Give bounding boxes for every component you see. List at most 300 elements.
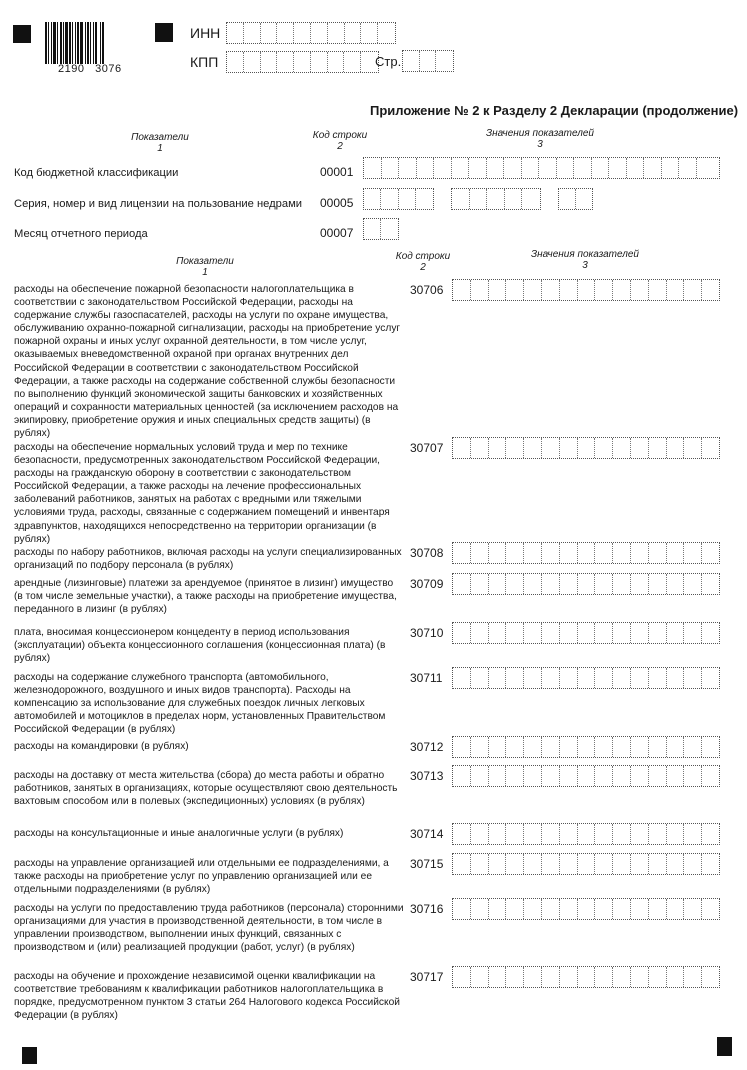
digit-cell[interactable] (578, 766, 596, 786)
digit-cell[interactable] (631, 899, 649, 919)
row-description: расходы на командировки (в рублях) (14, 741, 189, 752)
digit-cell[interactable] (453, 766, 471, 786)
digit-cell[interactable] (684, 280, 702, 300)
digit-cell[interactable] (631, 668, 649, 688)
digit-cell[interactable] (506, 854, 524, 874)
digit-cell[interactable] (702, 438, 719, 458)
col-num: 3 (582, 260, 588, 271)
row-value-field[interactable] (452, 279, 720, 301)
digit-cell[interactable] (649, 623, 667, 643)
digit-cell[interactable] (542, 967, 560, 987)
digit-cell[interactable] (453, 824, 471, 844)
barcode-bar (104, 22, 105, 64)
digit-cell[interactable] (684, 574, 702, 594)
col-name: Код строки (395, 251, 451, 262)
digit-cell[interactable] (261, 52, 278, 72)
top-row-value-field[interactable] (363, 157, 720, 179)
digit-cell[interactable] (560, 899, 578, 919)
digit-cell[interactable] (702, 737, 719, 757)
row-code: 30710 (410, 626, 444, 640)
digit-cell[interactable] (560, 737, 578, 757)
top-row-value-field[interactable] (451, 188, 540, 210)
digit-cell[interactable] (613, 280, 631, 300)
digit-cell[interactable] (684, 824, 702, 844)
digit-cell[interactable] (471, 438, 489, 458)
top-col-header-values (470, 128, 610, 150)
digit-cell[interactable] (489, 668, 507, 688)
digit-cell[interactable] (453, 899, 471, 919)
digit-cell[interactable] (631, 824, 649, 844)
digit-cell[interactable] (649, 967, 667, 987)
digit-cell[interactable] (578, 574, 596, 594)
digit-cell[interactable] (524, 280, 542, 300)
digit-cell[interactable] (613, 438, 631, 458)
digit-cell[interactable] (453, 543, 471, 563)
digit-cell[interactable] (613, 766, 631, 786)
digit-cell[interactable] (595, 737, 613, 757)
digit-cell[interactable] (471, 280, 489, 300)
registration-marker-top-left (13, 25, 31, 43)
digit-cell[interactable] (506, 574, 524, 594)
digit-cell[interactable] (578, 854, 596, 874)
digit-cell[interactable] (345, 23, 362, 43)
digit-cell[interactable] (684, 967, 702, 987)
digit-cell[interactable] (684, 899, 702, 919)
digit-cell[interactable] (539, 158, 557, 178)
row-value-field[interactable] (452, 542, 720, 564)
digit-cell[interactable] (227, 23, 244, 43)
digit-cell[interactable] (378, 23, 395, 43)
digit-cell[interactable] (702, 574, 719, 594)
digit-cell[interactable] (595, 824, 613, 844)
digit-cell[interactable] (560, 623, 578, 643)
row-code: 30712 (410, 740, 444, 754)
digit-cell[interactable] (489, 574, 507, 594)
digit-cell[interactable] (578, 899, 596, 919)
digit-cell[interactable] (469, 158, 487, 178)
digit-cell[interactable] (434, 158, 452, 178)
row-description: расходы на содержание служебного транспорта (автомобильного, железнодорожного, воздушного и иных видов транспорта). Расходы на компенсацию за использование для служебных поездок личных легковых автомобилей и мотоциклов в пределах норм, установленных Правительством Российской Федерации (в рублях) (14, 672, 386, 736)
digit-cell[interactable] (560, 438, 578, 458)
digit-cell[interactable] (684, 623, 702, 643)
digit-cell[interactable] (489, 854, 507, 874)
col-name: Значения показателей (485, 128, 594, 139)
digit-cell[interactable] (613, 967, 631, 987)
digit-cell[interactable] (631, 854, 649, 874)
col-num: 2 (420, 262, 426, 273)
main-col-header-code (383, 251, 463, 273)
digit-cell[interactable] (471, 623, 489, 643)
digit-cell[interactable] (403, 51, 420, 71)
digit-cell[interactable] (649, 280, 667, 300)
digit-cell[interactable] (667, 899, 685, 919)
digit-cell[interactable] (684, 668, 702, 688)
digit-cell[interactable] (506, 438, 524, 458)
col-num: 1 (157, 143, 163, 154)
row-value-field[interactable] (452, 966, 720, 988)
digit-cell[interactable] (578, 967, 596, 987)
digit-cell[interactable] (542, 766, 560, 786)
digit-cell[interactable] (489, 899, 507, 919)
digit-cell[interactable] (702, 668, 719, 688)
inn-label: ИНН (190, 25, 221, 41)
digit-cell[interactable] (684, 766, 702, 786)
digit-cell[interactable] (667, 438, 685, 458)
digit-cell[interactable] (613, 854, 631, 874)
digit-cell[interactable] (613, 824, 631, 844)
row-description: расходы на управление организацией или отдельными ее подразделениями, а также расходы на приобретение услуг по управлению организацией или ее отдельными подразделениями (в рублях) (14, 858, 389, 896)
digit-cell[interactable] (560, 967, 578, 987)
digit-cell[interactable] (649, 854, 667, 874)
row-code: 30709 (410, 577, 444, 591)
barcode-number: 2190 3076 (58, 63, 122, 75)
digit-cell[interactable] (649, 766, 667, 786)
digit-cell[interactable] (644, 158, 662, 178)
digit-cell[interactable] (471, 824, 489, 844)
digit-cell[interactable] (471, 543, 489, 563)
col-name: Значения показателей (530, 249, 639, 260)
digit-cell[interactable] (595, 543, 613, 563)
digit-cell[interactable] (649, 574, 667, 594)
digit-cell[interactable] (506, 899, 524, 919)
digit-cell[interactable] (613, 574, 631, 594)
row-description: расходы на обеспечение нормальных условий труда и мер по технике безопасности, предусмотренных законодательством Российской Федерации, расходы на гражданскую оборону в соответствии с законодательством Российской Федерации, а также расходы на лечение профессиональных заболеваний работников, занятых на работах с вредными или тяжелыми условиями труда, расходы, связанные с содержанием помещений и инвентаря здравпунктов, находящихся непосредственно на территории организации (в рублях) (14, 442, 390, 545)
row-value-field[interactable] (452, 823, 720, 845)
digit-cell[interactable] (578, 280, 596, 300)
digit-cell[interactable] (261, 23, 278, 43)
digit-cell[interactable] (361, 23, 378, 43)
digit-cell[interactable] (595, 854, 613, 874)
digit-cell[interactable] (524, 623, 542, 643)
top-row-value-field[interactable] (363, 188, 434, 210)
row-description: расходы на обучение и прохождение независимой оценки квалификации на соответствие требованиям к квалификации работников налогоплательщика в порядке, предусмотренном пунктом 3 статьи 264 Налогового кодекса Российской Федерации (в рублях) (14, 971, 400, 1022)
digit-cell[interactable] (613, 737, 631, 757)
digit-cell[interactable] (506, 280, 524, 300)
digit-cell[interactable] (662, 158, 680, 178)
digit-cell[interactable] (504, 158, 522, 178)
digit-cell[interactable] (595, 623, 613, 643)
digit-cell[interactable] (453, 854, 471, 874)
row-value-field[interactable] (452, 765, 720, 787)
digit-cell[interactable] (381, 189, 398, 209)
digit-cell[interactable] (524, 668, 542, 688)
digit-cell[interactable] (649, 438, 667, 458)
page-title: Приложение № 2 к Разделу 2 Декларации (продолжение) (370, 103, 739, 118)
digit-cell[interactable] (595, 766, 613, 786)
digit-cell[interactable] (489, 737, 507, 757)
digit-cell[interactable] (578, 737, 596, 757)
digit-cell[interactable] (578, 668, 596, 688)
digit-cell[interactable] (560, 766, 578, 786)
kpp-label: КПП (190, 54, 219, 70)
digit-cell[interactable] (542, 438, 560, 458)
digit-cell[interactable] (667, 668, 685, 688)
digit-cell[interactable] (595, 438, 613, 458)
digit-cell[interactable] (702, 543, 719, 563)
digit-cell[interactable] (667, 766, 685, 786)
digit-cell[interactable] (613, 543, 631, 563)
digit-cell[interactable] (489, 623, 507, 643)
digit-cell[interactable] (489, 967, 507, 987)
digit-cell[interactable] (453, 623, 471, 643)
digit-cell[interactable] (560, 824, 578, 844)
digit-cell[interactable] (294, 23, 311, 43)
digit-cell[interactable] (684, 737, 702, 757)
digit-cell[interactable] (328, 52, 345, 72)
kpp-field[interactable] (226, 51, 379, 73)
row-description: расходы на консультационные и иные аналогичные услуги (в рублях) (14, 828, 344, 839)
digit-cell[interactable] (667, 737, 685, 757)
digit-cell[interactable] (506, 824, 524, 844)
digit-cell[interactable] (560, 574, 578, 594)
digit-cell[interactable] (559, 189, 576, 209)
digit-cell[interactable] (487, 158, 505, 178)
digit-cell[interactable] (595, 574, 613, 594)
digit-cell[interactable] (364, 189, 381, 209)
col-num: 2 (337, 141, 343, 152)
digit-cell[interactable] (524, 574, 542, 594)
digit-cell[interactable] (277, 23, 294, 43)
digit-cell[interactable] (487, 189, 504, 209)
digit-cell[interactable] (344, 52, 361, 72)
digit-cell[interactable] (595, 899, 613, 919)
digit-cell[interactable] (667, 574, 685, 594)
digit-cell[interactable] (613, 668, 631, 688)
digit-cell[interactable] (702, 824, 719, 844)
col-name: Показатели (176, 256, 234, 267)
top-col-header-code (300, 130, 380, 152)
col-name: Показатели (131, 132, 189, 143)
digit-cell[interactable] (471, 899, 489, 919)
digit-cell[interactable] (452, 158, 470, 178)
row-value-field[interactable] (452, 437, 720, 459)
digit-cell[interactable] (489, 280, 507, 300)
row-code: 30716 (410, 902, 444, 916)
digit-cell[interactable] (382, 158, 400, 178)
digit-cell[interactable] (667, 543, 685, 563)
registration-marker-bottom-right (717, 1037, 732, 1056)
registration-marker-bottom-left (22, 1047, 37, 1064)
digit-cell[interactable] (364, 219, 381, 239)
digit-cell[interactable] (453, 438, 471, 458)
digit-cell[interactable] (697, 158, 715, 178)
digit-cell[interactable] (542, 280, 560, 300)
row-value-field[interactable] (452, 853, 720, 875)
digit-cell[interactable] (416, 189, 433, 209)
digit-cell[interactable] (489, 543, 507, 563)
row-description: расходы по набору работников, включая расходы на услуги специализированных организаций по подбору персонала (в рублях) (14, 547, 402, 572)
digit-cell[interactable] (613, 899, 631, 919)
digit-cell[interactable] (453, 280, 471, 300)
inn-field[interactable] (226, 22, 396, 44)
registration-marker-top-center (155, 23, 173, 42)
digit-cell[interactable] (667, 280, 685, 300)
digit-cell[interactable] (592, 158, 610, 178)
digit-cell[interactable] (489, 824, 507, 844)
digit-cell[interactable] (649, 668, 667, 688)
digit-cell[interactable] (649, 824, 667, 844)
digit-cell[interactable] (453, 668, 471, 688)
digit-cell[interactable] (684, 543, 702, 563)
main-col-header-values (515, 249, 655, 271)
digit-cell[interactable] (542, 854, 560, 874)
digit-cell[interactable] (311, 52, 328, 72)
digit-cell[interactable] (702, 766, 719, 786)
digit-cell[interactable] (631, 543, 649, 563)
digit-cell[interactable] (702, 967, 719, 987)
digit-cell[interactable] (524, 854, 542, 874)
digit-cell[interactable] (702, 280, 719, 300)
digit-cell[interactable] (631, 438, 649, 458)
digit-cell[interactable] (294, 52, 311, 72)
row-code: 30715 (410, 857, 444, 871)
col-name: Код строки (312, 130, 368, 141)
digit-cell[interactable] (506, 967, 524, 987)
digit-cell[interactable] (667, 623, 685, 643)
digit-cell[interactable] (631, 766, 649, 786)
digit-cell[interactable] (542, 543, 560, 563)
row-code: 30713 (410, 769, 444, 783)
digit-cell[interactable] (702, 854, 719, 874)
digit-cell[interactable] (576, 189, 593, 209)
digit-cell[interactable] (399, 158, 417, 178)
digit-cell[interactable] (471, 967, 489, 987)
digit-cell[interactable] (560, 854, 578, 874)
digit-cell[interactable] (574, 158, 592, 178)
digit-cell[interactable] (453, 737, 471, 757)
digit-cell[interactable] (522, 189, 539, 209)
digit-cell[interactable] (542, 574, 560, 594)
main-col-header-indicators (145, 256, 265, 278)
digit-cell[interactable] (702, 899, 719, 919)
digit-cell[interactable] (542, 623, 560, 643)
digit-cell[interactable] (470, 189, 487, 209)
row-code: 30706 (410, 283, 444, 297)
digit-cell[interactable] (524, 543, 542, 563)
digit-cell[interactable] (506, 623, 524, 643)
digit-cell[interactable] (277, 52, 294, 72)
top-row-code: 00001 (320, 165, 354, 179)
top-row-code: 00007 (320, 226, 354, 240)
digit-cell[interactable] (381, 219, 398, 239)
digit-cell[interactable] (524, 824, 542, 844)
row-value-field[interactable] (452, 622, 720, 644)
digit-cell[interactable] (560, 280, 578, 300)
digit-cell[interactable] (578, 543, 596, 563)
digit-cell[interactable] (627, 158, 645, 178)
digit-cell[interactable] (506, 766, 524, 786)
row-description: расходы на доставку от места жительства (сбора) до места работы и обратно работников, занятых в организациях, которые осуществляют свою деятельность вахтовым способом или в полевых (экспедиционных) условиях (в рублях) (14, 770, 398, 808)
page-number-field[interactable] (402, 50, 454, 72)
digit-cell[interactable] (560, 668, 578, 688)
digit-cell[interactable] (506, 668, 524, 688)
digit-cell[interactable] (417, 158, 435, 178)
digit-cell[interactable] (631, 967, 649, 987)
digit-cell[interactable] (524, 766, 542, 786)
digit-cell[interactable] (667, 967, 685, 987)
digit-cell[interactable] (420, 51, 437, 71)
digit-cell[interactable] (631, 280, 649, 300)
digit-cell[interactable] (684, 438, 702, 458)
row-description: плата, вносимая концессионером концеденту в период использования (эксплуатации) объекта концессионного соглашения (концессионная плата) (в рублях) (14, 627, 386, 665)
digit-cell[interactable] (631, 623, 649, 643)
digit-cell[interactable] (542, 668, 560, 688)
digit-cell[interactable] (244, 23, 261, 43)
digit-cell[interactable] (649, 899, 667, 919)
top-row-label: Серия, номер и вид лицензии на пользование недрами (14, 198, 303, 210)
digit-cell[interactable] (684, 854, 702, 874)
row-description: расходы на услуги по предоставлению труда работников (персонала) сторонними организациями для участия в производственной деятельности, в том числе в управлении производством, выполнении иных функций, связанных с производством и (или) реализацией продукции (работ, услуг) (в рублях) (14, 903, 404, 954)
digit-cell[interactable] (578, 438, 596, 458)
digit-cell[interactable] (522, 158, 540, 178)
digit-cell[interactable] (471, 574, 489, 594)
digit-cell[interactable] (453, 574, 471, 594)
digit-cell[interactable] (453, 967, 471, 987)
digit-cell[interactable] (399, 189, 416, 209)
digit-cell[interactable] (649, 543, 667, 563)
digit-cell[interactable] (436, 51, 453, 71)
digit-cell[interactable] (667, 824, 685, 844)
digit-cell[interactable] (702, 623, 719, 643)
top-row-value-field[interactable] (558, 188, 594, 210)
digit-cell[interactable] (471, 854, 489, 874)
digit-cell[interactable] (471, 737, 489, 757)
digit-cell[interactable] (595, 280, 613, 300)
digit-cell[interactable] (506, 543, 524, 563)
digit-cell[interactable] (667, 854, 685, 874)
digit-cell[interactable] (489, 766, 507, 786)
digit-cell[interactable] (613, 623, 631, 643)
digit-cell[interactable] (524, 438, 542, 458)
digit-cell[interactable] (609, 158, 627, 178)
digit-cell[interactable] (244, 52, 261, 72)
digit-cell[interactable] (679, 158, 697, 178)
row-value-field[interactable] (452, 736, 720, 758)
digit-cell[interactable] (471, 668, 489, 688)
digit-cell[interactable] (364, 158, 382, 178)
digit-cell[interactable] (524, 899, 542, 919)
row-description: арендные (лизинговые) платежи за арендуемое (принятое в лизинг) имущество (в том числе земельные участки), а также расходы на приобретение имущества, переданного в лизинг (в рублях) (14, 578, 397, 616)
row-code: 30711 (410, 671, 443, 685)
digit-cell[interactable] (631, 574, 649, 594)
row-value-field[interactable] (452, 667, 720, 689)
row-value-field[interactable] (452, 573, 720, 595)
row-value-field[interactable] (452, 898, 720, 920)
digit-cell[interactable] (328, 23, 345, 43)
digit-cell[interactable] (311, 23, 328, 43)
digit-cell[interactable] (578, 824, 596, 844)
digit-cell[interactable] (649, 737, 667, 757)
digit-cell[interactable] (505, 189, 522, 209)
digit-cell[interactable] (227, 52, 244, 72)
digit-cell[interactable] (560, 543, 578, 563)
digit-cell[interactable] (595, 668, 613, 688)
digit-cell[interactable] (557, 158, 575, 178)
digit-cell[interactable] (452, 189, 469, 209)
digit-cell[interactable] (524, 737, 542, 757)
digit-cell[interactable] (471, 766, 489, 786)
digit-cell[interactable] (542, 737, 560, 757)
digit-cell[interactable] (542, 899, 560, 919)
digit-cell[interactable] (524, 967, 542, 987)
digit-cell[interactable] (542, 824, 560, 844)
digit-cell[interactable] (489, 438, 507, 458)
digit-cell[interactable] (578, 623, 596, 643)
digit-cell[interactable] (595, 967, 613, 987)
top-row-value-field[interactable] (363, 218, 399, 240)
digit-cell[interactable] (506, 737, 524, 757)
digit-cell[interactable] (631, 737, 649, 757)
